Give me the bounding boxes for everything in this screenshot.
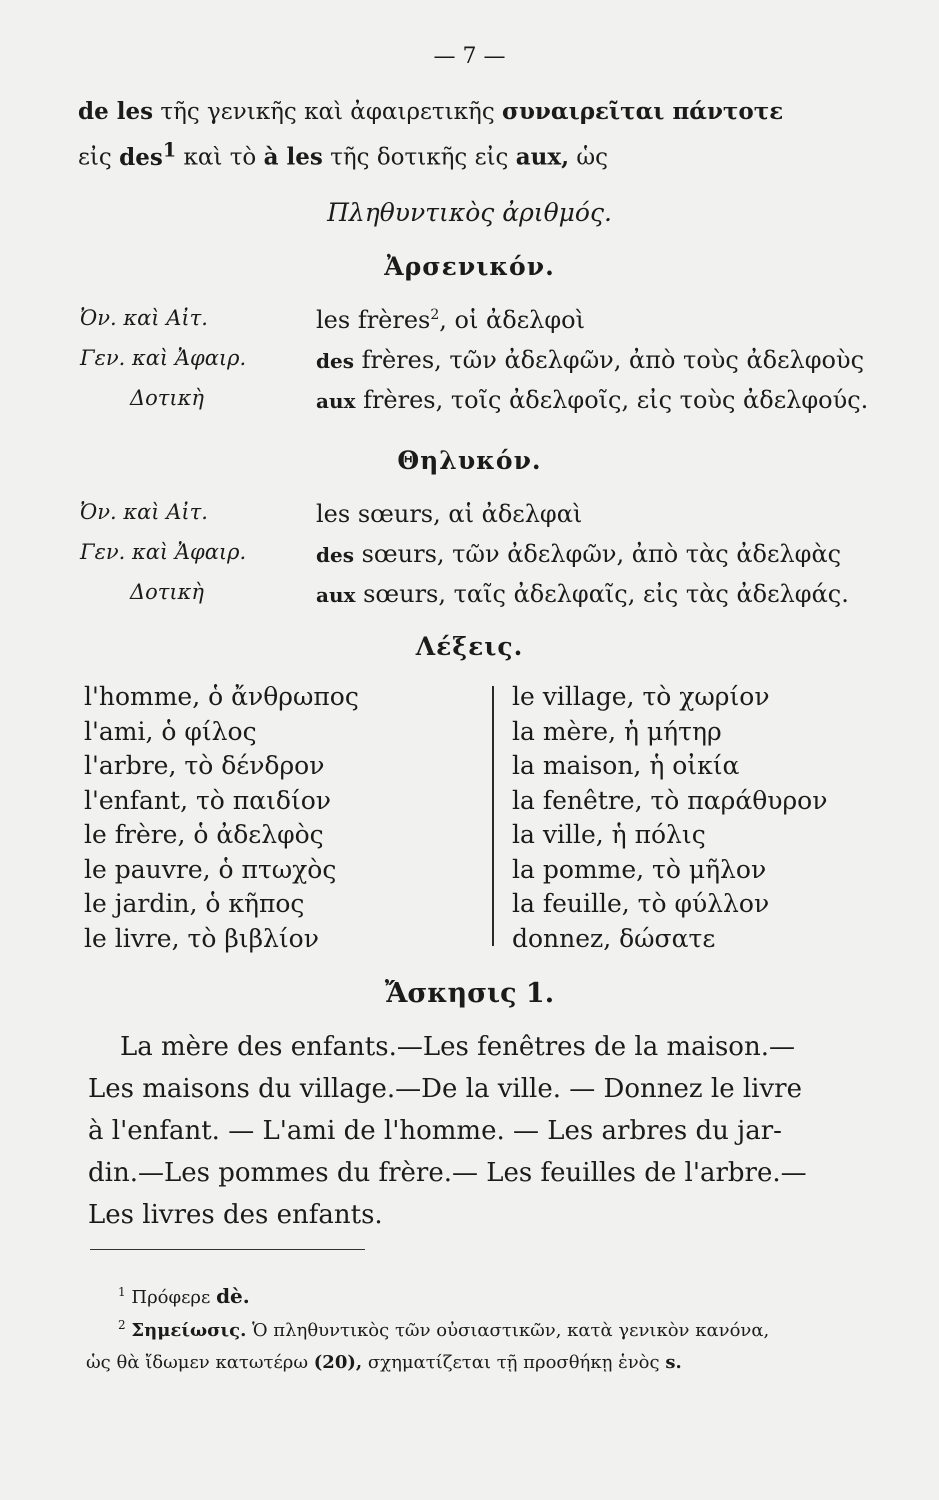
masculine-row-nominative (80, 306, 920, 340)
case-label: Ὀν. καὶ Αἰτ. (80, 306, 208, 330)
page-number: — 7 — (433, 44, 506, 69)
vocab-item: le livre, τὸ βιβλίον (84, 923, 319, 953)
footnote-rule (90, 1249, 365, 1250)
intro-line-2 (78, 138, 608, 171)
exercise-line: Les maisons du village.—De la ville. — Donnez le livre (88, 1074, 802, 1104)
case-label: Γεν. καὶ Ἀφαιρ. (80, 540, 247, 564)
vocab-item: la feuille, τὸ φύλλον (512, 889, 770, 918)
vocab-item: l'enfant, τὸ παιδίον (84, 785, 332, 815)
exercise-line: Les livres des enfants. (88, 1200, 383, 1230)
declension-text: aux frères, τοῖς ἀδελφοῖς, εἰς τοὺς ἀδελφούς. (316, 386, 869, 414)
column-divider (492, 686, 494, 946)
intro-term: à les (263, 143, 323, 171)
exercise-line: din.—Les pommes du frère.— Les feuilles de l'arbre.— (88, 1158, 807, 1188)
declension-text: des frères, τῶν ἀδελφῶν, ἀπὸ τοὺς ἀδελφοὺς (316, 346, 865, 374)
intro-text: καὶ τὸ (183, 144, 257, 171)
vocab-item: l'homme, ὁ ἄνθρωπος (84, 682, 359, 711)
vocab-item: l'arbre, τὸ δένδρον (84, 751, 325, 780)
case-label: Δοτικὴ (130, 580, 205, 604)
masculine-row-dative (80, 386, 920, 420)
footnote-ref: 1 (162, 138, 177, 161)
intro-term: aux, (515, 143, 570, 171)
declension-text: aux sœurs, ταῖς ἀδελφαῖς, εἰς τὰς ἀδελφάς. (316, 580, 849, 608)
intro-text: ὡς (576, 144, 609, 171)
feminine-row-nominative (80, 500, 920, 534)
feminine-row-dative (80, 580, 920, 614)
masculine-row-genitive (80, 346, 920, 380)
case-label: Ὀν. καὶ Αἰτ. (80, 500, 208, 524)
footnote-ref: 2 (430, 307, 440, 323)
exercise-body (88, 1026, 908, 1236)
declension-text: les sœurs, αἱ ἀδελφαὶ (316, 500, 583, 528)
masculine-heading: Ἀρσενικόν. (384, 252, 555, 281)
declension-text: les frères$^2$, οἱ ἀδελφοὶ (316, 306, 586, 334)
vocab-item: le frère, ὁ ἀδελφὸς (84, 820, 324, 849)
footnote-2-line-1: $^2$ Σημείωσις. Ὁ πληθυντικὸς τῶν οὐσιαστικῶν, κατὰ γενικὸν κανόνα, (118, 1318, 770, 1341)
exercise-heading: Ἄσκησις 1. (384, 978, 555, 1009)
case-label: Δοτικὴ (130, 386, 205, 410)
vocab-item: la ville, ἡ πόλις (512, 820, 706, 849)
vocab-right-column (512, 680, 827, 956)
footnote-1: $^1$ Πρόφερε dè. (118, 1284, 250, 1308)
vocab-item: le pauvre, ὁ πτωχὸς (84, 854, 337, 884)
case-label: Γεν. καὶ Ἀφαιρ. (80, 346, 247, 370)
vocab-item: l'ami, ὁ φίλος (84, 716, 257, 746)
vocab-item: la fenêtre, τὸ παράθυρον (512, 785, 828, 815)
intro-term: des (119, 143, 163, 171)
vocab-item: la maison, ἡ οἰκία (512, 751, 740, 780)
vocab-item: le jardin, ὁ κῆπος (84, 889, 305, 918)
vocab-item: donnez, δώσατε (512, 923, 716, 953)
exercise-line: La mère des enfants.—Les fenêtres de la maison.— (120, 1032, 795, 1062)
feminine-heading: Θηλυκόν. (397, 446, 542, 475)
footnote-2-line-2: ὡς θὰ ἴδωμεν κατωτέρω (20), σχηματίζεται τῇ προσθήκῃ ἑνὸς s. (86, 1352, 682, 1373)
intro-term: de les (78, 98, 154, 125)
vocab-item: la mère, ἡ μήτηρ (512, 716, 722, 746)
feminine-row-genitive (80, 540, 920, 574)
intro-text: τῆς δοτικῆς εἰς (330, 144, 509, 171)
vocab-heading: Λέξεις. (415, 632, 524, 661)
exercise-line: à l'enfant. — L'ami de l'homme. — Les arbres du jar- (88, 1116, 782, 1146)
plural-title: Πληθυντικὸς ἀριθμός. (327, 198, 612, 227)
intro-text: εἰς (78, 144, 112, 171)
vocab-item: le village, τὸ χωρίον (512, 682, 770, 711)
vocab-item: la pomme, τὸ μῆλον (512, 854, 767, 884)
declension-text: des sœurs, τῶν ἀδελφῶν, ἀπὸ τὰς ἀδελφὰς (316, 540, 842, 568)
intro-line-1 (78, 98, 783, 125)
intro-emphasis: συναιρεῖται πάντοτε (502, 98, 784, 125)
intro-text: τῆς γενικῆς καὶ ἀφαιρετικῆς (160, 99, 495, 125)
vocab-left-column (84, 680, 359, 956)
